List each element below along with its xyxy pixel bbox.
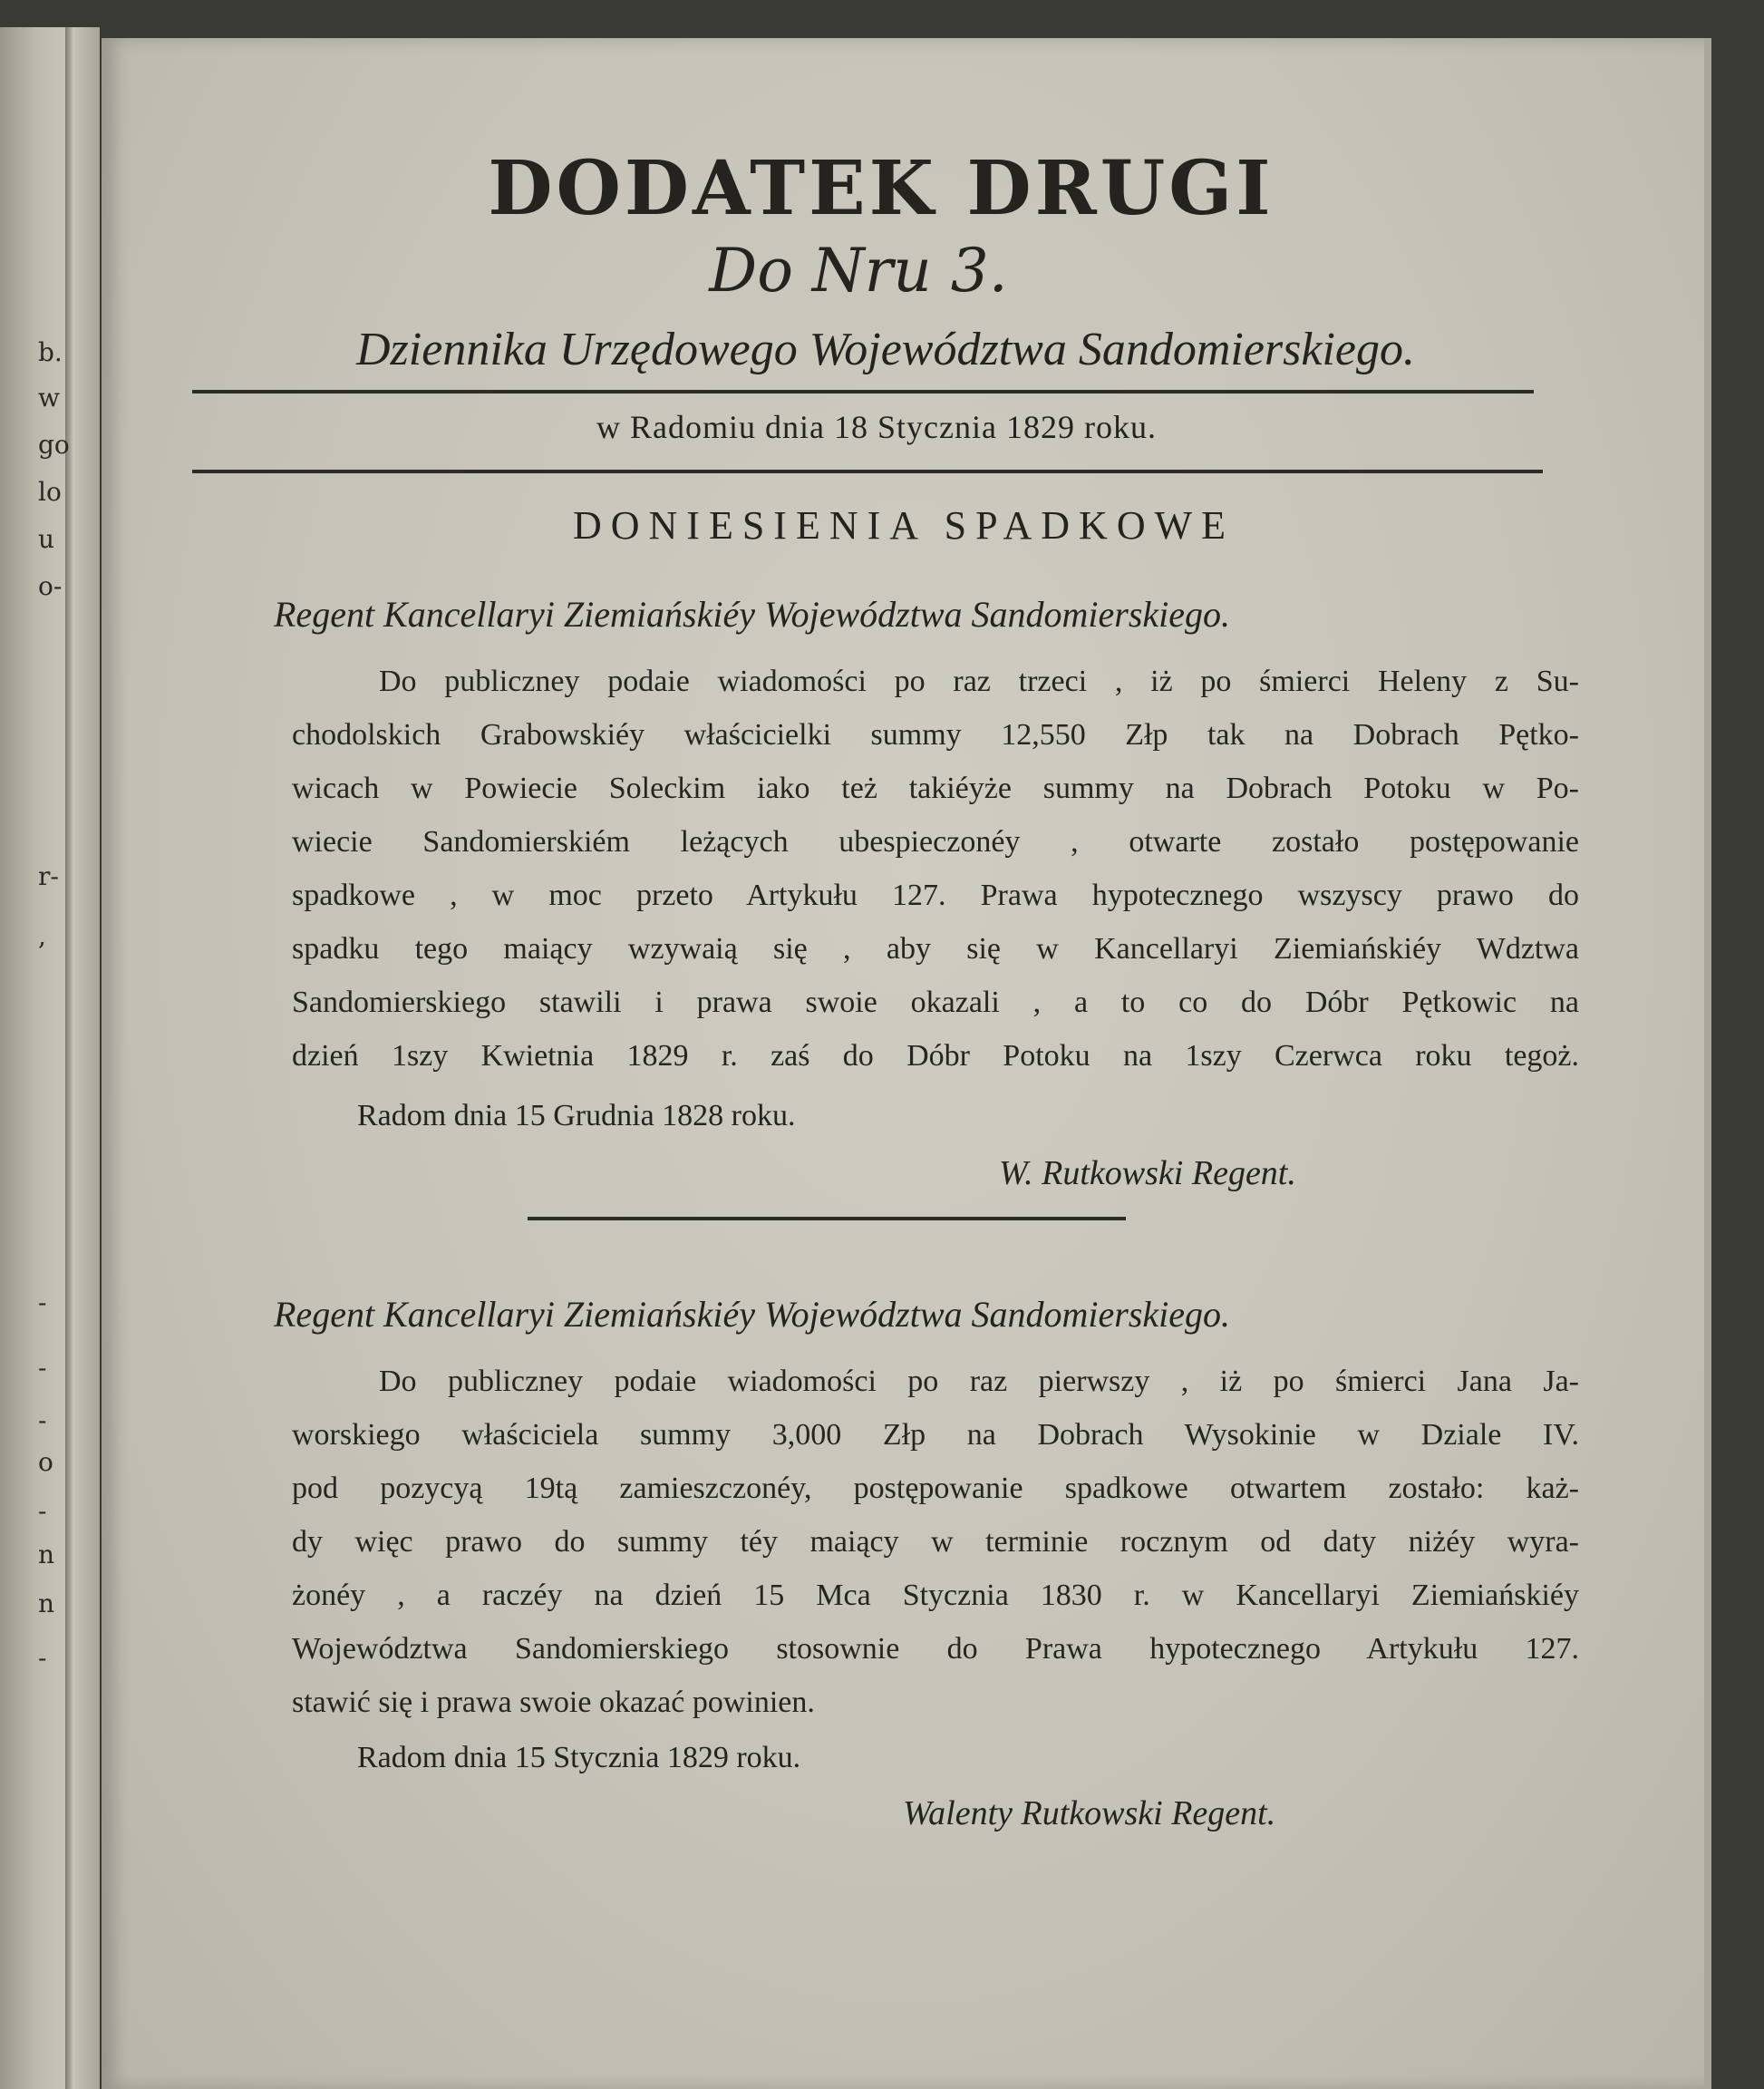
- margin-fragment: r-: [38, 861, 59, 891]
- margin-fragment: ,: [38, 921, 46, 951]
- notice-1-line: wicach w Powiecie Soleckim iako też takiéyże summy na Dobrach Potoku w Po-: [292, 772, 1579, 805]
- book-gutter: [65, 27, 74, 2089]
- margin-fragment: -: [38, 1353, 47, 1383]
- notice-2-heading: Regent Kancellaryi Ziemiańskiéy Województwa Sandomierskiego.: [274, 1294, 1231, 1335]
- margin-fragment: w: [38, 383, 60, 413]
- notice-2-line: żonéy , a raczéy na dzień 15 Mca Stycznia 1830 r. w Kancellaryi Ziemiańskiéy: [292, 1579, 1579, 1612]
- notice-2-line: stawić się i prawa swoie okazać powinien.: [292, 1686, 815, 1719]
- notice-1-place-date: Radom dnia 15 Grudnia 1828 roku.: [357, 1099, 796, 1132]
- notice-1-heading: Regent Kancellaryi Ziemiańskiéy Województwa Sandomierskiego.: [274, 594, 1231, 635]
- notice-1-line: dzień 1szy Kwietnia 1829 r. zaś do Dóbr Potoku na 1szy Czerwca roku tegoż.: [292, 1039, 1579, 1073]
- notice-2-line: pod pozycyą 19tą zamieszczonéy, postępowanie spadkowe otwartem zostało: każ-: [292, 1472, 1579, 1505]
- margin-fragment: n: [38, 1540, 55, 1569]
- notice-1-line: spadkowe , w moc przeto Artykułu 127. Prawa hypotecznego wszyscy prawo do: [292, 879, 1579, 912]
- header-rule-top: [192, 390, 1534, 394]
- margin-fragment: -: [38, 1287, 47, 1317]
- notice-1-signature: W. Rutkowski Regent.: [999, 1154, 1296, 1192]
- section-title: DONIESIENIA SPADKOWE: [572, 503, 1236, 548]
- notice-separator: [528, 1217, 1126, 1220]
- notice-2-line: Do publiczney podaie wiadomości po raz pierwszy , iż po śmierci Jana Ja-: [379, 1365, 1579, 1398]
- margin-fragment: -: [38, 1405, 47, 1435]
- notice-2-line: Województwa Sandomierskiego stosownie do Prawa hypotecznego Artykułu 127.: [292, 1632, 1579, 1666]
- margin-fragment: -: [38, 1496, 47, 1526]
- notice-1-line: chodolskich Grabowskiéy właścicielki summy 12,550 Złp tak na Dobrach Pętko-: [292, 718, 1579, 752]
- margin-fragment: -: [38, 1643, 47, 1673]
- notice-2-line: worskiego właściciela summy 3,000 Złp na Dobrach Wysokinie w Dziale IV.: [292, 1418, 1579, 1452]
- margin-fragment: n: [38, 1589, 55, 1618]
- issue-number: Do Nru 3.: [709, 236, 1008, 306]
- header-rule-bottom: [192, 470, 1543, 473]
- notice-1-line: Sandomierskiego stawili i prawa swoie okazali , a to co do Dóbr Pętkowic na: [292, 986, 1579, 1019]
- page-edge: [1704, 38, 1711, 2089]
- margin-fragment: o-: [38, 571, 63, 601]
- margin-fragment: u: [38, 524, 55, 554]
- margin-fragment: o: [38, 1447, 53, 1477]
- notice-1-line: wiecie Sandomierskiém leżących ubespieczonéy , otwarte zostało postępowanie: [292, 825, 1579, 859]
- journal-name: Dziennika Urzędowego Województwa Sandomierskiego.: [356, 324, 1415, 375]
- margin-fragment: lo: [38, 477, 62, 507]
- notice-2-signature: Walenty Rutkowski Regent.: [903, 1794, 1276, 1832]
- margin-fragment: go: [38, 430, 70, 460]
- notice-1-line: Do publiczney podaie wiadomości po raz trzeci , iż po śmierci Heleny z Su-: [379, 665, 1579, 698]
- notice-1-line: spadku tego maiący wzywaią się , aby się w Kancellaryi Ziemiańskiéy Wdztwa: [292, 932, 1579, 966]
- notice-2-line: dy więc prawo do summy téy maiący w terminie rocznym od daty niżéy wyra-: [292, 1525, 1579, 1559]
- dateline: w Radomiu dnia 18 Stycznia 1829 roku.: [596, 409, 1157, 445]
- margin-fragment: b.: [38, 337, 63, 367]
- notice-2-place-date: Radom dnia 15 Stycznia 1829 roku.: [357, 1741, 801, 1774]
- page-title: DODATEK DRUGI: [488, 145, 1275, 232]
- document-page: [102, 38, 1711, 2089]
- previous-page-edge: [0, 27, 100, 2089]
